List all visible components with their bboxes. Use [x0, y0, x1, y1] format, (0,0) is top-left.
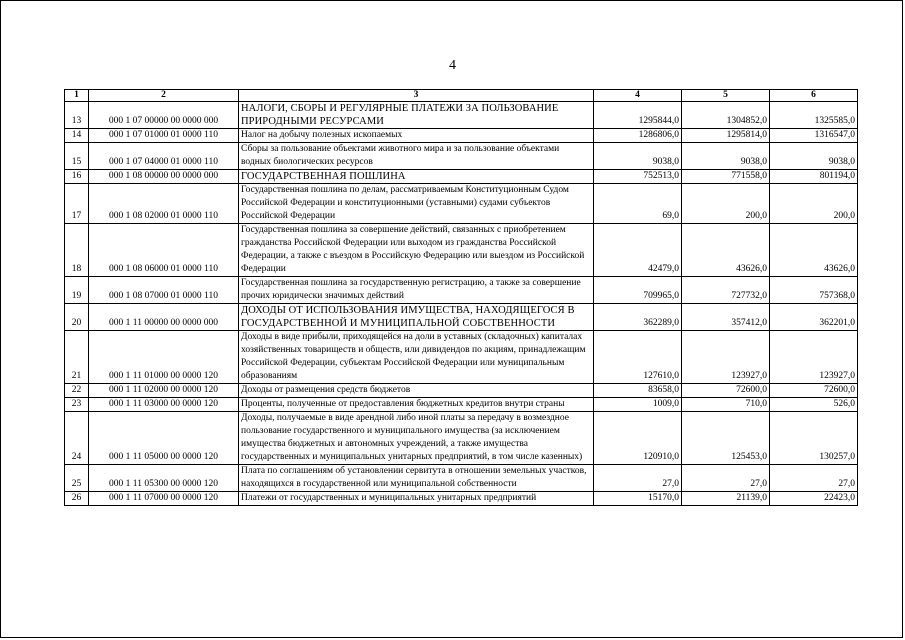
value-col6-cell: 801194,0 — [770, 170, 858, 184]
table-row — [65, 184, 858, 224]
value-col6-cell: 362201,0 — [770, 304, 858, 331]
value-col4-cell: 1009,0 — [594, 398, 682, 412]
row-number-cell: 25 — [65, 465, 89, 492]
column-header: 2 — [89, 90, 239, 102]
value-col6-cell: 1316547,0 — [770, 129, 858, 143]
table-row — [65, 384, 858, 398]
table-row — [65, 331, 858, 384]
column-header: 4 — [594, 90, 682, 102]
value-col6-cell: 1325585,0 — [770, 102, 858, 129]
revenue-name-cell: НАЛОГИ, СБОРЫ И РЕГУЛЯРНЫЕ ПЛАТЕЖИ ЗА ПОЛЬЗОВАНИЕ ПРИРОДНЫМИ РЕСУРСАМИ — [239, 102, 594, 129]
budget-code-cell: 000 1 11 07000 00 0000 120 — [89, 492, 239, 506]
table-row — [65, 398, 858, 412]
value-col4-cell: 69,0 — [594, 184, 682, 224]
value-col6-cell: 123927,0 — [770, 331, 858, 384]
budget-code-cell: 000 1 07 01000 01 0000 110 — [89, 129, 239, 143]
budget-code-cell: 000 1 11 01000 00 0000 120 — [89, 331, 239, 384]
value-col6-cell: 22423,0 — [770, 492, 858, 506]
value-col4-cell: 27,0 — [594, 465, 682, 492]
row-number-cell: 23 — [65, 398, 89, 412]
budget-code-cell: 000 1 11 02000 00 0000 120 — [89, 384, 239, 398]
header-row — [65, 90, 858, 102]
value-col6-cell: 757368,0 — [770, 277, 858, 304]
row-number-cell: 17 — [65, 184, 89, 224]
table-row — [65, 102, 858, 129]
value-col4-cell: 752513,0 — [594, 170, 682, 184]
budget-code-cell: 000 1 07 04000 01 0000 110 — [89, 143, 239, 170]
table-row — [65, 465, 858, 492]
value-col4-cell: 83658,0 — [594, 384, 682, 398]
value-col5-cell: 9038,0 — [682, 143, 770, 170]
budget-code-cell: 000 1 11 05000 00 0000 120 — [89, 412, 239, 465]
budget-code-cell: 000 1 08 00000 00 0000 000 — [89, 170, 239, 184]
value-col4-cell: 362289,0 — [594, 304, 682, 331]
budget-code-cell: 000 1 11 00000 00 0000 000 — [89, 304, 239, 331]
row-number-cell: 20 — [65, 304, 89, 331]
revenue-name-cell: Доходы, получаемые в виде арендной либо иной платы за передачу в возмездное пользование государственного и муниципального имущества (за исключением имущества бюджетных и автономных учреждений, а также имущества государственных и муниципальных унитарных предприятий, в том числе казенных) — [239, 412, 594, 465]
value-col4-cell: 120910,0 — [594, 412, 682, 465]
value-col5-cell: 21139,0 — [682, 492, 770, 506]
revenue-name-cell: Доходы в виде прибыли, приходящейся на доли в уставных (складочных) капиталах хозяйственных товариществ и обществ, или дивидендов по акциям, принадлежащим Российской Федерации, субъектам Российской Федерации или муниципальным образованиям — [239, 331, 594, 384]
value-col5-cell: 727732,0 — [682, 277, 770, 304]
budget-code-cell: 000 1 08 07000 01 0000 110 — [89, 277, 239, 304]
table-row — [65, 304, 858, 331]
value-col6-cell: 526,0 — [770, 398, 858, 412]
value-col5-cell: 710,0 — [682, 398, 770, 412]
table-row — [65, 170, 858, 184]
value-col6-cell: 130257,0 — [770, 412, 858, 465]
column-header: 5 — [682, 90, 770, 102]
value-col6-cell: 43626,0 — [770, 224, 858, 277]
revenue-name-cell: Плата по соглашениям об установлении сервитута в отношении земельных участков, находящихся в государственной или муниципальной собственности — [239, 465, 594, 492]
value-col4-cell: 15170,0 — [594, 492, 682, 506]
revenue-name-cell: ДОХОДЫ ОТ ИСПОЛЬЗОВАНИЯ ИМУЩЕСТВА, НАХОДЯЩЕГОСЯ В ГОСУДАРСТВЕННОЙ И МУНИЦИПАЛЬНОЙ СОБСТВЕННОСТИ — [239, 304, 594, 331]
revenue-name-cell: Государственная пошлина за государственную регистрацию, а также за совершение прочих юридически значимых действий — [239, 277, 594, 304]
value-col6-cell: 9038,0 — [770, 143, 858, 170]
revenue-name-cell: Государственная пошлина за совершение действий, связанных с приобретением гражданства Российской Федерации или выходом из гражданства Российской Федерации, а также с въездом в Российскую Федерацию или выездом из Российской Федерации — [239, 224, 594, 277]
table-row — [65, 143, 858, 170]
value-col5-cell: 123927,0 — [682, 331, 770, 384]
value-col4-cell: 1286806,0 — [594, 129, 682, 143]
row-number-cell: 13 — [65, 102, 89, 129]
table-row — [65, 277, 858, 304]
value-col5-cell: 200,0 — [682, 184, 770, 224]
value-col5-cell: 1304852,0 — [682, 102, 770, 129]
value-col5-cell: 27,0 — [682, 465, 770, 492]
row-number-cell: 18 — [65, 224, 89, 277]
value-col6-cell: 200,0 — [770, 184, 858, 224]
table-row — [65, 492, 858, 506]
budget-code-cell: 000 1 08 06000 01 0000 110 — [89, 224, 239, 277]
budget-code-cell: 000 1 11 03000 00 0000 120 — [89, 398, 239, 412]
row-number-cell: 15 — [65, 143, 89, 170]
revenue-name-cell: ГОСУДАРСТВЕННАЯ ПОШЛИНА — [239, 170, 594, 184]
value-col4-cell: 1295844,0 — [594, 102, 682, 129]
table-row — [65, 224, 858, 277]
table-row — [65, 129, 858, 143]
revenue-name-cell: Платежи от государственных и муниципальных унитарных предприятий — [239, 492, 594, 506]
value-col5-cell: 72600,0 — [682, 384, 770, 398]
budget-code-cell: 000 1 07 00000 00 0000 000 — [89, 102, 239, 129]
value-col5-cell: 43626,0 — [682, 224, 770, 277]
column-header: 1 — [65, 90, 89, 102]
value-col6-cell: 72600,0 — [770, 384, 858, 398]
revenue-name-cell: Сборы за пользование объектами животного мира и за пользование объектами водных биологических ресурсов — [239, 143, 594, 170]
value-col5-cell: 1295814,0 — [682, 129, 770, 143]
value-col4-cell: 42479,0 — [594, 224, 682, 277]
table-row — [65, 412, 858, 465]
row-number-cell: 22 — [65, 384, 89, 398]
value-col5-cell: 357412,0 — [682, 304, 770, 331]
revenue-name-cell: Государственная пошлина по делам, рассматриваемым Конституционным Судом Российской Федерации и конституционными (уставными) судами субъектов Российской Федерации — [239, 184, 594, 224]
value-col4-cell: 127610,0 — [594, 331, 682, 384]
revenue-name-cell: Доходы от размещения средств бюджетов — [239, 384, 594, 398]
budget-code-cell: 000 1 11 05300 00 0000 120 — [89, 465, 239, 492]
value-col6-cell: 27,0 — [770, 465, 858, 492]
budget-code-cell: 000 1 08 02000 01 0000 110 — [89, 184, 239, 224]
value-col4-cell: 9038,0 — [594, 143, 682, 170]
value-col5-cell: 125453,0 — [682, 412, 770, 465]
row-number-cell: 26 — [65, 492, 89, 506]
row-number-cell: 24 — [65, 412, 89, 465]
revenue-name-cell: Проценты, полученные от предоставления бюджетных кредитов внутри страны — [239, 398, 594, 412]
revenue-name-cell: Налог на добычу полезных ископаемых — [239, 129, 594, 143]
row-number-cell: 14 — [65, 129, 89, 143]
row-number-cell: 19 — [65, 277, 89, 304]
column-header: 6 — [770, 90, 858, 102]
value-col4-cell: 709965,0 — [594, 277, 682, 304]
budget-table — [64, 89, 858, 506]
column-header: 3 — [239, 90, 594, 102]
row-number-cell: 16 — [65, 170, 89, 184]
page-number: 4 — [449, 58, 456, 73]
value-col5-cell: 771558,0 — [682, 170, 770, 184]
row-number-cell: 21 — [65, 331, 89, 384]
